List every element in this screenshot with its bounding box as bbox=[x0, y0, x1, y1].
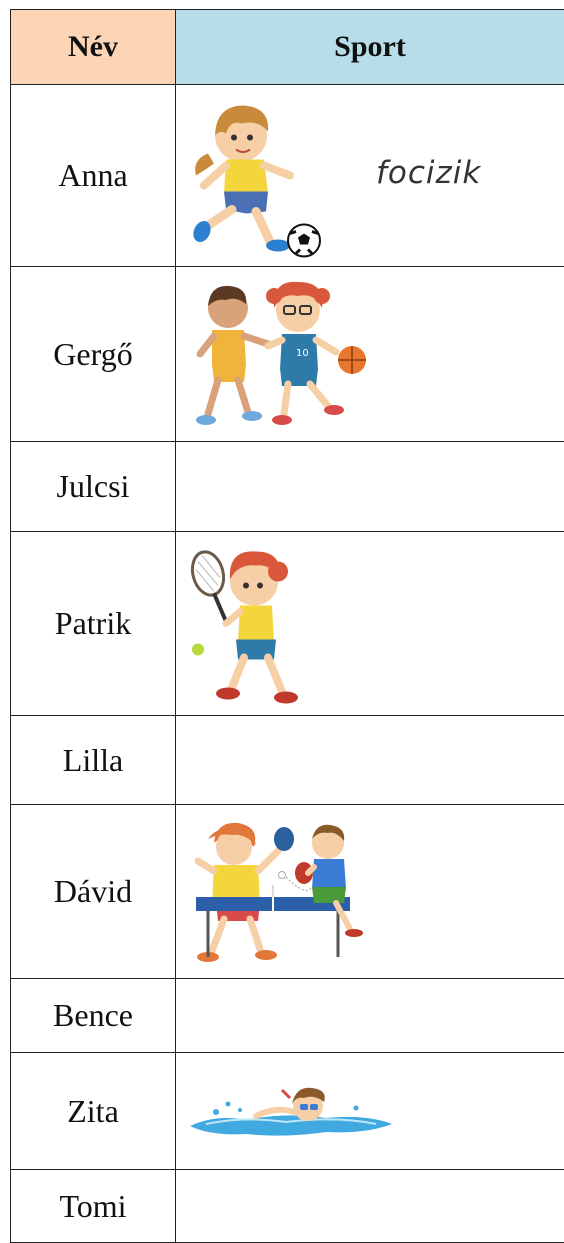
name-column-header: Név bbox=[11, 10, 176, 85]
table-row bbox=[11, 85, 564, 267]
sport-cell[interactable] bbox=[176, 979, 564, 1053]
boys-playing-basketball-icon bbox=[186, 274, 376, 434]
name-cell: Lilla bbox=[11, 716, 176, 805]
table-row bbox=[11, 1053, 564, 1170]
answer-text[interactable]: focizik bbox=[376, 155, 481, 191]
sport-cell[interactable] bbox=[176, 1170, 564, 1243]
table-row bbox=[11, 805, 564, 979]
sport-cell[interactable] bbox=[176, 716, 564, 805]
boy-playing-tennis-icon bbox=[186, 541, 316, 706]
boys-playing-table-tennis-icon bbox=[186, 817, 381, 967]
sport-table bbox=[10, 9, 564, 1243]
sport-cell[interactable] bbox=[176, 1053, 564, 1170]
girl-kicking-soccer-ball-icon bbox=[186, 93, 326, 258]
name-cell: Bence bbox=[11, 979, 176, 1053]
table-row bbox=[11, 1170, 564, 1243]
name-cell: Tomi bbox=[11, 1170, 176, 1243]
table-row bbox=[11, 532, 564, 716]
svg-text:10: 10 bbox=[296, 348, 309, 359]
name-cell: Dávid bbox=[11, 805, 176, 979]
name-cell: Julcsi bbox=[11, 442, 176, 532]
sport-cell[interactable] bbox=[176, 442, 564, 532]
table-row bbox=[11, 716, 564, 805]
table-header-row bbox=[11, 10, 564, 85]
name-cell: Gergő bbox=[11, 267, 176, 442]
table-row bbox=[11, 267, 564, 442]
name-cell: Patrik bbox=[11, 532, 176, 716]
name-cell: Anna bbox=[11, 85, 176, 267]
sport-cell[interactable] bbox=[176, 805, 564, 979]
sport-cell[interactable] bbox=[176, 532, 564, 716]
table-row bbox=[11, 979, 564, 1053]
name-cell: Zita bbox=[11, 1053, 176, 1170]
sport-column-header: Sport bbox=[176, 10, 564, 85]
sport-cell[interactable] bbox=[176, 85, 564, 267]
girl-swimming-icon bbox=[186, 1076, 396, 1146]
sport-cell[interactable] bbox=[176, 267, 564, 442]
table-row bbox=[11, 442, 564, 532]
